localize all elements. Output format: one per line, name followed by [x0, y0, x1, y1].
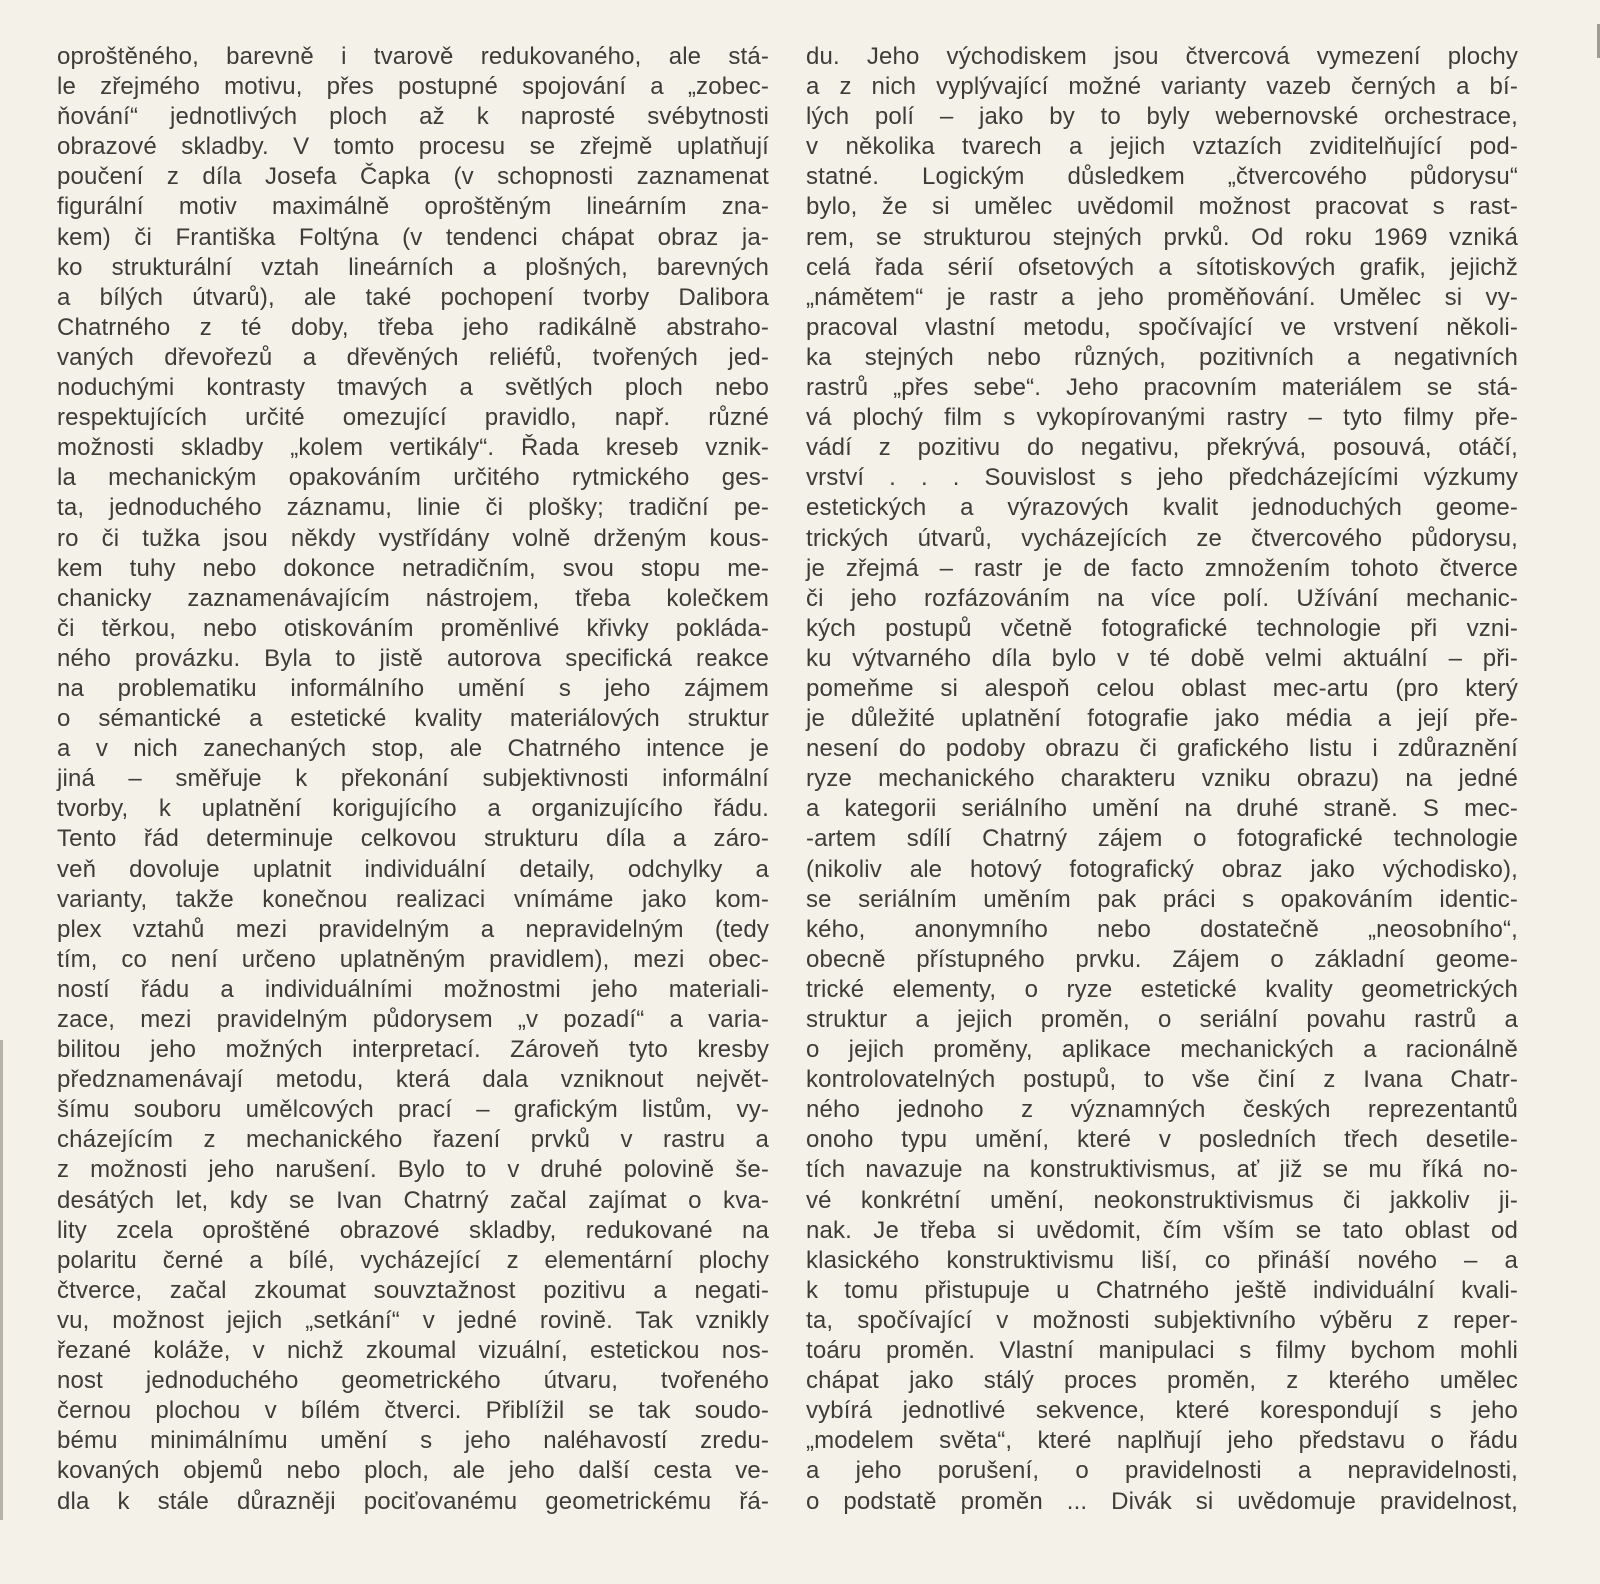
- text-line: du. Jeho východiskem jsou čtvercová vymezení plochy: [806, 43, 1518, 70]
- text-line: bilitou jeho možných interpretací. Zároveň tyto kresby: [57, 1036, 769, 1064]
- text-line: o jejich proměny, aplikace mechanických a racionálně: [806, 1036, 1518, 1064]
- text-line: „námětem“ je rastr a jeho proměňování. Umělec si vy-: [806, 283, 1518, 311]
- text-line: desátých let, kdy se Ivan Chatrný začal zajímat o kva-: [57, 1186, 769, 1214]
- text-line: ného provázku. Byla to jistě autorova specifická reakce: [57, 644, 769, 672]
- text-line: pracoval vlastní metodu, spočívající ve vrstvení několi-: [806, 313, 1518, 341]
- text-line: cházejícím z mechanického řazení prvků v rastru a: [57, 1126, 769, 1154]
- text-line: „modelem světa“, které naplňují jeho představu o řádu: [806, 1427, 1518, 1455]
- text-line: obecně přístupného prvku. Zájem o základní geome-: [806, 945, 1518, 973]
- text-line: je důležité uplatnění fotografie jako média a její pře-: [806, 705, 1518, 733]
- text-line: v několika tvarech a jejich vztazích zviditelňující pod-: [806, 133, 1518, 161]
- text-line: Tento řád determinuje celkovou strukturu díla a záro-: [57, 825, 769, 853]
- text-line: kých postupů včetně fotografické technologie při vzni-: [806, 614, 1518, 642]
- text-line: o sémantické a estetické kvality materiálových struktur: [57, 705, 769, 733]
- text-line: le zřejmého motivu, přes postupné spojování a „zobec-: [57, 73, 769, 101]
- text-line: tích navazuje na konstruktivismus, ať již se mu říká no-: [806, 1156, 1518, 1184]
- text-line: trické elementy, o ryze estetické kvality geometrických: [806, 975, 1518, 1003]
- text-line: lity zcela oproštěné obrazové skladby, redukované na: [57, 1216, 769, 1244]
- text-line: vá plochý film s vykopírovanými rastry – tyto filmy pře-: [806, 404, 1518, 432]
- text-line: Chatrného z té doby, třeba jeho radikálně abstraho-: [57, 313, 769, 341]
- text-line: se seriálním uměním pak práci s opakováním identic-: [806, 885, 1518, 913]
- text-line: ku výtvarného díla bylo v té době velmi aktuální – při-: [806, 644, 1518, 672]
- text-line: ta, jednoduchého záznamu, linie či plošky; tradiční pe-: [57, 494, 769, 522]
- text-line: lých polí – jako by to byly webernovské orchestrace,: [806, 103, 1518, 131]
- text-line: a kategorii seriálního umění na druhé straně. S mec-: [806, 795, 1518, 823]
- text-line: onoho typu umění, které v posledních třech desetile-: [806, 1126, 1518, 1154]
- text-line: klasického konstruktivismu liší, co přináší nového – a: [806, 1246, 1518, 1274]
- text-line: rastrů „přes sebe“. Jeho pracovním materiálem se stá-: [806, 374, 1518, 402]
- text-line: čtverce, začal zkoumat souvztažnost pozitivu a negati-: [57, 1276, 769, 1304]
- text-line: -artem sdílí Chatrný zájem o fotografické technologie: [806, 825, 1518, 853]
- text-line: struktur a jejich proměn, o seriální povahu rastrů a: [806, 1006, 1518, 1033]
- text-line: noduchými kontrasty tmavých a světlých ploch nebo: [57, 374, 769, 402]
- text-line: šímu souboru umělcových prací – grafickým listům, vy-: [57, 1096, 769, 1124]
- text-line: (nikoliv ale hotový fotografický obraz jako východisko),: [806, 855, 1518, 883]
- text-line: statné. Logickým důsledkem „čtvercového půdorysu“: [806, 163, 1518, 191]
- text-line: je zřejmá – rastr je de facto zmnožením tohoto čtverce: [806, 554, 1518, 582]
- text-line: kovaných objemů nebo ploch, ale jeho další cesta ve-: [57, 1457, 769, 1485]
- text-line: možnosti skladby „kolem vertikály“. Řada kreseb vznik-: [57, 434, 769, 462]
- text-line: ností řádu a individuálními možnostmi jeho materiali-: [57, 975, 769, 1003]
- text-line: bému minimálnímu umění s jeho naléhavostí zredu-: [57, 1427, 769, 1455]
- text-line: ro či tužka jsou někdy vystřídány volně drženým kous-: [57, 524, 769, 552]
- text-line: trických útvarů, vycházejících ze čtvercového půdorysu,: [806, 524, 1518, 552]
- text-line: řezané koláže, v nichž zkoumal vizuální, estetickou nos-: [57, 1337, 769, 1365]
- text-line: celá řada sérií ofsetových a sítotiskových grafik, jejichž: [806, 253, 1518, 281]
- text-line: ta, spočívající v možnosti subjektivního výběru z reper-: [806, 1306, 1518, 1334]
- text-line: poučení z díla Josefa Čapka (v schopnosti zaznamenat: [57, 163, 769, 191]
- text-line: a z nich vyplývající možné varianty vazeb černých a bí-: [806, 73, 1518, 101]
- text-line: oproštěného, barevně i tvarově redukovaného, ale stá-: [57, 43, 769, 70]
- text-line: ného jednoho z významných českých reprezentantů: [806, 1096, 1518, 1124]
- left-text-column: [57, 42, 769, 1517]
- text-line: k tomu přistupuje u Chatrného ještě individuální kvali-: [806, 1276, 1518, 1304]
- right-text-column: [806, 42, 1518, 1517]
- text-line: ňování“ jednotlivých ploch až k naprosté svébytnosti: [57, 103, 769, 131]
- text-line: toáru proměn. Vlastní manipulaci s filmy bychom mohli: [806, 1337, 1518, 1365]
- text-line: obrazové skladby. V tomto procesu se zřejmě uplatňují: [57, 133, 769, 161]
- text-line: předznamenávají metodu, která dala vzniknout největ-: [57, 1066, 769, 1094]
- text-line: tím, co není určeno uplatněným pravidlem), mezi obec-: [57, 945, 769, 973]
- text-line: vaných dřevořezů a dřevěných reliéfů, tvořených jed-: [57, 343, 769, 371]
- text-line: nost jednoduchého geometrického útvaru, tvořeného: [57, 1367, 769, 1395]
- text-line: ka stejných nebo různých, pozitivních a negativních: [806, 343, 1518, 371]
- text-line: a bílých útvarů), ale také pochopení tvorby Dalibora: [57, 283, 769, 311]
- text-line: či těrkou, nebo otiskováním proměnlivé křivky pokláda-: [57, 614, 769, 642]
- text-line: či jeho rozfázováním na více polí. Užívání mechanic-: [806, 584, 1518, 612]
- text-line: tvorby, k uplatnění korigujícího a organizujícího řádu.: [57, 795, 769, 823]
- text-line: vé konkrétní umění, neokonstruktivismus či jakkoliv ji-: [806, 1186, 1518, 1214]
- text-line: na problematiku informálního umění s jeho zájmem: [57, 674, 769, 702]
- text-line: nak. Je třeba si uvědomit, čím vším se tato oblast od: [806, 1216, 1518, 1244]
- text-line: la mechanickým opakováním určitého rytmického ges-: [57, 464, 769, 492]
- text-line: veň dovoluje uplatnit individuální detaily, odchylky a: [57, 855, 769, 883]
- text-line: vybírá jednotlivé sekvence, které korespondují s jeho: [806, 1397, 1518, 1425]
- text-line: chápat jako stálý proces proměn, z kterého umělec: [806, 1367, 1518, 1395]
- text-line: varianty, takže konečnou realizaci vnímáme jako kom-: [57, 885, 769, 913]
- text-line: figurální motiv maximálně oproštěným lineárním zna-: [57, 193, 769, 221]
- text-line: ryze mechanického charakteru vzniku obrazu) na jedné: [806, 765, 1518, 793]
- text-line: z možnosti jeho narušení. Bylo to v druhé polovině še-: [57, 1156, 769, 1184]
- text-line: vádí z pozitivu do negativu, překrývá, posouvá, otáčí,: [806, 434, 1518, 462]
- text-line: plex vztahů mezi pravidelným a nepravidelným (tedy: [57, 915, 769, 943]
- text-line: a v nich zanechaných stop, ale Chatrného intence je: [57, 735, 769, 763]
- text-line: estetických a výrazových kvalit jednoduchých geome-: [806, 494, 1518, 522]
- text-line: polaritu černé a bílé, vycházející z elementární plochy: [57, 1246, 769, 1274]
- text-line: jiná – směřuje k překonání subjektivnosti informální: [57, 765, 769, 793]
- text-line: dla k stále důrazněji pociťovanému geometrickému řá-: [57, 1487, 769, 1515]
- text-line: kého, anonymního nebo dostatečně „neosobního“,: [806, 915, 1518, 943]
- text-line: nesení do podoby obrazu či grafického listu i zdůraznění: [806, 735, 1518, 763]
- text-line: pomeňme si alespoň celou oblast mec-artu (pro který: [806, 674, 1518, 702]
- text-line: rem, se strukturou stejných prvků. Od roku 1969 vzniká: [806, 223, 1518, 251]
- text-line: zace, mezi pravidelným půdorysem „v pozadí“ a varia-: [57, 1006, 769, 1033]
- text-line: vrství . . . Souvislost s jeho předcházejícími výzkumy: [806, 464, 1518, 492]
- text-line: chanicky zaznamenávajícím nástrojem, třeba kolečkem: [57, 584, 769, 612]
- text-line: respektujících určité omezující pravidlo, např. různé: [57, 404, 769, 432]
- text-line: černou plochou v bílém čtverci. Přiblížil se tak soudo-: [57, 1397, 769, 1425]
- text-line: vu, možnost jejich „setkání“ v jedné rovině. Tak vznikly: [57, 1306, 769, 1334]
- text-line: o podstatě proměn ... Divák si uvědomuje pravidelnost,: [806, 1487, 1518, 1515]
- text-line: kem tuhy nebo dokonce netradičním, svou stopu me-: [57, 554, 769, 582]
- text-line: a jeho porušení, o pravidelnosti a nepravidelnosti,: [806, 1457, 1518, 1485]
- text-line: ko strukturální vztah lineárních a plošných, barevných: [57, 253, 769, 281]
- text-line: bylo, že si umělec uvědomil možnost pracovat s rast-: [806, 193, 1518, 221]
- scan-edge-artifact-left: [0, 1040, 3, 1520]
- text-line: kontrolovatelných postupů, to vše činí z Ivana Chatr-: [806, 1066, 1518, 1094]
- text-line: kem) či Františka Foltýna (v tendenci chápat obraz ja-: [57, 223, 769, 251]
